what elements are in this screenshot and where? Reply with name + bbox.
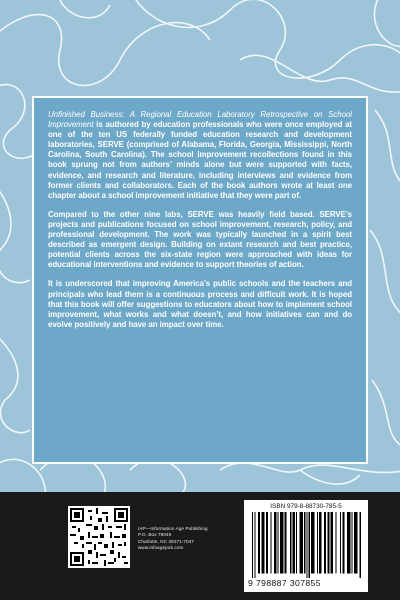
publisher-name: IAP—Information Age Publishing — [138, 526, 208, 531]
blurb-paragraph-2: Compared to the other nine labs, SERVE was heavily field based. SERVE’s projects and publications focused on school improvement, research, policy, and professional development. The work was typically launched in a spirit best described as emergent design. Building on extant research and best practice, potential clients across the six-state region were approached with ideas for educational interventions and evidence to support theories of action. — [48, 209, 352, 270]
barcode-graphic — [252, 512, 362, 578]
publisher-city: Charlotte, NC 28271-7047 — [138, 538, 195, 544]
isbn-barcode-box — [244, 500, 368, 592]
blurb-paragraph-3: It is underscored that improving America’s public schools and the teachers and principals who lead them is a continuous process and difficult work. It is hoped that this book will offer suggestions to educators about how to implement school improvement, what works and what doesn’t, and how initiatives can and do evolve positively and have an impact over time. — [48, 279, 352, 329]
qr-code — [68, 506, 130, 568]
publisher-website: www.infoagepub.com — [138, 545, 184, 551]
book-title: Unfinished Business: A Regional Education Laboratory Retrospective on School Improvement — [48, 110, 352, 130]
isbn-number: ISBN 979-8-88730-785-5 — [270, 503, 342, 510]
blurb-paragraph-1-text: is authored by education professionals who were once employed at one of the ten US federally funded education research and development laboratories, SERVE (comprised of Alabama, Florida, Georgia, Mississippi, North Carolina, South Carolina). The school improvement recollections found in this book sprung not from authors’ minds alone but were supported with facts, evidence, and research and literature, including interviews and evidence from former clients and collaborators. Each of the book authors wrote at least one chapter about a school improvement initiative that they were part of. — [48, 120, 352, 200]
publisher-po-box: P.O. Box 79049 — [138, 532, 172, 538]
barcode-digits: 9 798887 307855 — [248, 578, 321, 588]
blurb-paragraph-1 — [48, 110, 352, 201]
publisher-info — [138, 526, 208, 552]
qr-code-graphic — [70, 508, 128, 566]
blurb-box — [32, 96, 368, 464]
